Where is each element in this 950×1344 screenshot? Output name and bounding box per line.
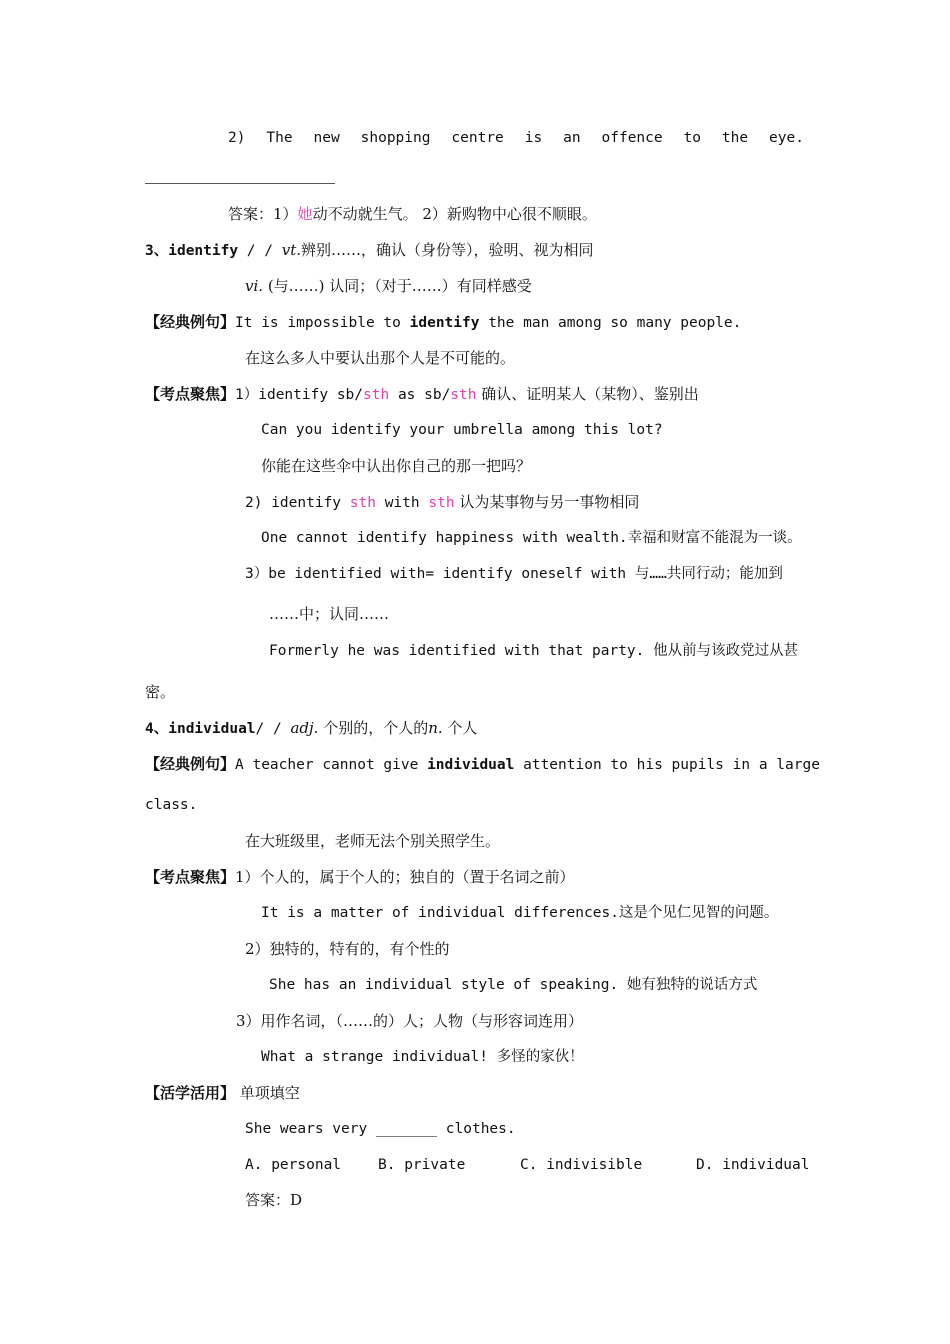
part-of-speech: vi. (245, 277, 264, 295)
key-point-line: 3）be identified with= identify oneself with 与……共同行动；能加到 (245, 566, 783, 582)
section-tag: 【考点聚焦】 (145, 868, 236, 886)
continuation-line: 密。 (145, 683, 176, 701)
word: eye. (769, 130, 804, 146)
example-line: She has an individual style of speaking. 她有独特的说话方式 (269, 977, 758, 993)
word: shopping (360, 130, 431, 146)
entry-identify-heading: 3、identify / / vt.辨别……，确认（身份等），验明、视为相同 (145, 241, 594, 259)
word: the (721, 130, 749, 146)
section-tag: 【经典例句】 (145, 313, 236, 331)
item-number: 2) (228, 130, 246, 146)
example-sentence-line: 【经典例句】A teacher cannot give individual attention to his pupils in a large (145, 755, 820, 773)
key-point-line: 2）独特的，特有的，有个性的 (245, 940, 450, 958)
entry-individual-heading: 4、individual/ / adj. 个别的，个人的n. 个人 (145, 719, 478, 737)
highlighted-word: 她 (297, 205, 313, 223)
definition-line: vi. (与……) 认同；（对于……）有同样感受 (245, 277, 532, 295)
keyword: individual (427, 757, 515, 773)
key-point-line: 【考点聚焦】1）identify sb/sth as sb/sth 确认、证明某人（某物）、鉴别出 (145, 385, 699, 403)
question-line: She wears very _______ clothes. (245, 1121, 516, 1137)
sentence-2-line (228, 128, 804, 148)
part-of-speech: adj. (290, 719, 319, 737)
continuation-line: ……中；认同…… (269, 605, 390, 623)
practice-heading: 【活学活用】 单项填空 (145, 1084, 300, 1102)
example-sentence-line: 【经典例句】It is impossible to identify the man among so many people. (145, 313, 742, 331)
section-tag: 【活学活用】 (145, 1084, 236, 1102)
headword: 4、individual (145, 721, 256, 737)
keyword: identify (409, 315, 480, 331)
section-tag: 【考点聚焦】 (145, 385, 236, 403)
key-point-line: 2) identify sth with sth 认为某事物与另一事物相同 (245, 493, 640, 511)
translation-line: 在这么多人中要认出那个人是不可能的。 (245, 349, 516, 367)
example-line: Can you identify your umbrella among this lot? (261, 422, 663, 438)
answer-line: 答案：D (245, 1191, 303, 1209)
part-of-speech: n. (428, 719, 443, 737)
answer-line: 答案：1）她动不动就生气。 2）新购物中心很不顺眼。 (228, 205, 597, 223)
example-line: What a strange individual! 多怪的家伙！ (261, 1049, 584, 1065)
option-c: C. indivisible (520, 1157, 643, 1173)
option-a: A. personal (245, 1157, 342, 1173)
blank-underline (145, 183, 335, 184)
example-line: One cannot identify happiness with wealth.幸福和财富不能混为一谈。 (261, 530, 802, 546)
word: offence (601, 130, 663, 146)
headword: 3、identify (145, 243, 239, 259)
word: is (524, 130, 543, 146)
translation-line: 你能在这些伞中认出你自己的那一把吗？ (261, 457, 532, 475)
word: to (683, 130, 701, 146)
example-line: Formerly he was identified with that party. 他从前与该政党过从甚 (269, 643, 799, 659)
word: centre (451, 130, 504, 146)
option-d: D. individual (696, 1157, 810, 1173)
continuation-line: class. (145, 797, 198, 813)
word: new (313, 130, 340, 146)
word: an (563, 130, 581, 146)
part-of-speech: vt. (281, 241, 302, 259)
example-line: It is a matter of individual differences.这是个见仁见智的问题。 (261, 905, 779, 921)
word: The (266, 130, 293, 146)
key-point-line: 【考点聚焦】1）个人的，属于个人的；独自的（置于名词之前） (145, 868, 575, 886)
section-tag: 【经典例句】 (145, 755, 236, 773)
translation-line: 在大班级里，老师无法个别关照学生。 (245, 832, 501, 850)
option-b: B. private (378, 1157, 466, 1173)
key-point-line: 3）用作名词，（……的）人；人物（与形容词连用） (236, 1012, 584, 1030)
